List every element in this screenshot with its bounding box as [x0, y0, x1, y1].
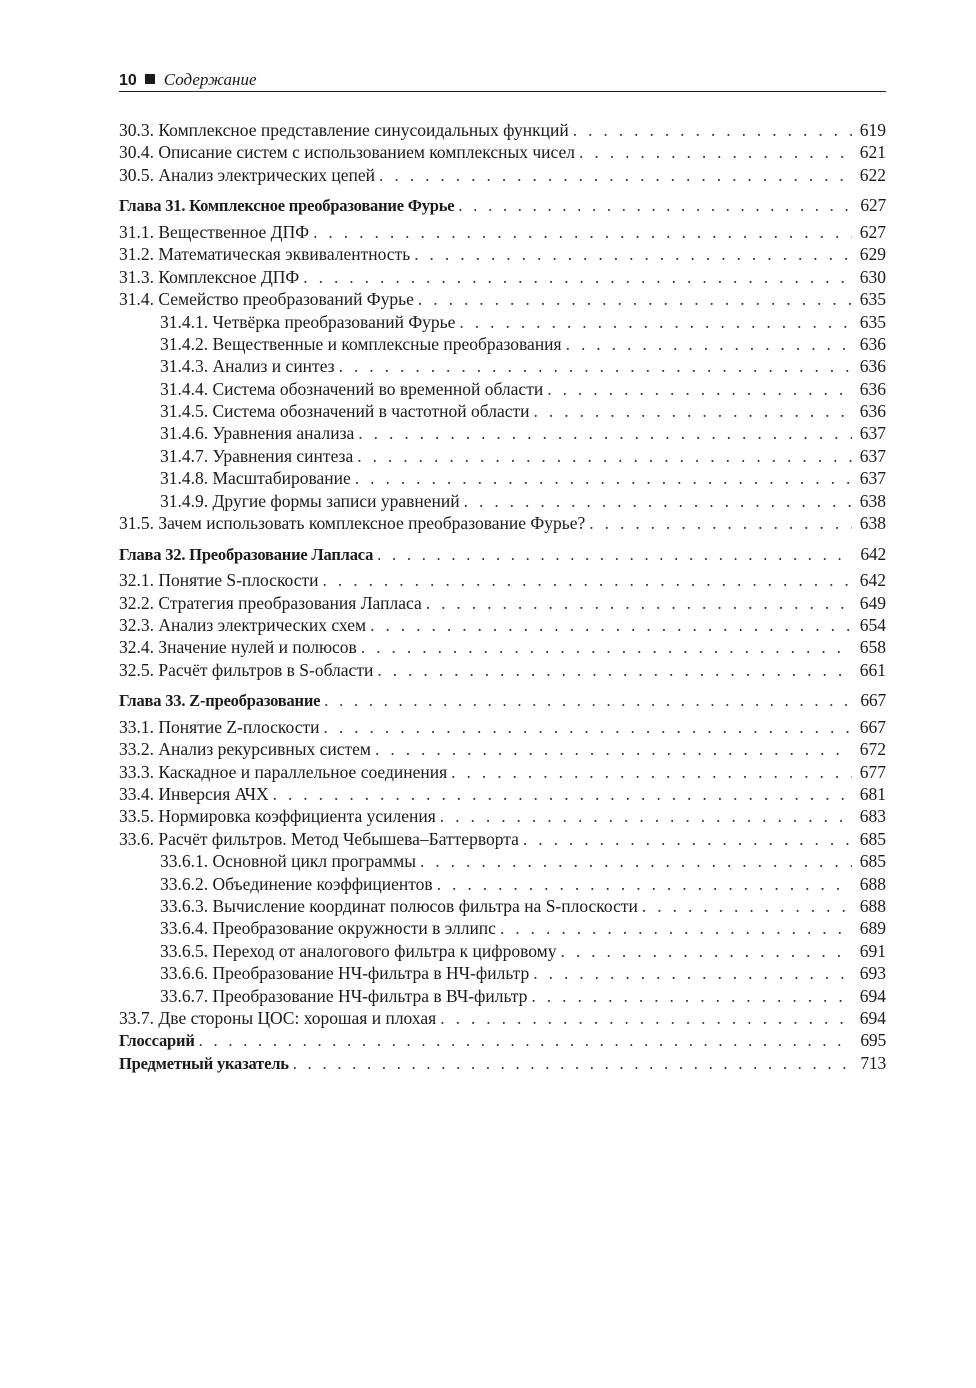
section-title: Содержание — [163, 70, 257, 89]
toc-title: 33.6.7. Преобразование НЧ-фильтра в ВЧ-фильтр — [160, 985, 528, 1006]
toc-page-number: 694 — [859, 985, 886, 1006]
toc-page-number: 636 — [859, 356, 886, 377]
toc-subentry — [119, 355, 886, 377]
toc-title: 31.4.8. Масштабирование — [160, 468, 351, 489]
leader-dots — [534, 400, 852, 422]
leader-dots — [458, 195, 852, 217]
toc-title: Предметный указатель — [119, 1053, 289, 1073]
toc-page-number: 667 — [859, 716, 886, 737]
toc-page-number: 630 — [859, 266, 886, 287]
leader-dots — [560, 940, 852, 962]
toc-title: 33.7. Две стороны ЦОС: хорошая и плохая — [119, 1007, 437, 1028]
toc-entry — [119, 141, 886, 163]
toc-subentry — [119, 467, 886, 489]
toc-page-number: 667 — [860, 690, 886, 711]
toc-chapter — [119, 689, 886, 711]
toc-title: 31.4.9. Другие формы записи уравнений — [160, 490, 460, 511]
toc-page-number: 685 — [859, 828, 886, 849]
leader-dots — [437, 873, 852, 895]
leader-dots — [420, 850, 852, 872]
toc-title: Глава 32. Преобразование Лапласа — [119, 544, 374, 564]
toc-page-number: 636 — [859, 333, 886, 354]
running-header — [119, 70, 886, 92]
leader-dots — [642, 895, 852, 917]
leader-dots — [531, 985, 852, 1007]
toc-title: 31.4.7. Уравнения синтеза — [160, 445, 354, 466]
toc-title: 33.6. Расчёт фильтров. Метод Чебышева–Баттерворта — [119, 828, 519, 849]
leader-dots — [414, 243, 852, 265]
toc-page-number: 622 — [859, 164, 886, 185]
leader-dots — [500, 917, 852, 939]
toc-title: 31.4.2. Вещественные и комплексные преобразования — [160, 333, 562, 354]
table-of-contents — [119, 119, 886, 1074]
leader-dots — [566, 333, 852, 355]
leader-dots — [377, 544, 852, 566]
toc-page-number: 627 — [859, 221, 886, 242]
toc-page-number: 694 — [859, 1007, 886, 1028]
toc-entry — [119, 659, 886, 681]
toc-title: 31.4.1. Четвёрка преобразований Фурье — [160, 311, 456, 332]
toc-title: Глоссарий — [119, 1031, 195, 1051]
toc-title: 30.4. Описание систем с использованием комплексных чисел — [119, 142, 576, 163]
toc-page-number: 693 — [859, 963, 886, 984]
toc-title: 33.6.4. Преобразование окружности в эллипс — [160, 918, 496, 939]
toc-page-number: 691 — [859, 940, 886, 961]
toc-title: 31.1. Вещественное ДПФ — [119, 221, 310, 242]
toc-subentry — [119, 895, 886, 917]
toc-title: 31.4.5. Система обозначений в частотной области — [160, 401, 530, 422]
toc-title: 33.5. Нормировка коэффициента усиления — [119, 806, 436, 827]
toc-entry — [119, 266, 886, 288]
toc-title: 31.4.4. Система обозначений во временной области — [160, 378, 544, 399]
toc-entry — [119, 164, 886, 186]
toc-entry — [119, 119, 886, 141]
toc-subentry — [119, 400, 886, 422]
toc-title: 33.2. Анализ рекурсивных систем — [119, 739, 371, 760]
toc-chapter — [119, 543, 886, 565]
toc-page-number: 638 — [859, 490, 886, 511]
toc-title: 33.1. Понятие Z-плоскости — [119, 716, 320, 737]
toc-closing-entry — [119, 1052, 886, 1074]
leader-dots — [418, 288, 852, 310]
toc-page-number: 629 — [859, 244, 886, 265]
leader-dots — [547, 378, 852, 400]
toc-subentry — [119, 378, 886, 400]
toc-title: Глава 33. Z-преобразование — [119, 691, 321, 711]
toc-title: 31.2. Математическая эквивалентность — [119, 244, 411, 265]
toc-entry — [119, 828, 886, 850]
toc-title: 32.4. Значение нулей и полюсов — [119, 637, 357, 658]
toc-title: 31.4.3. Анализ и синтез — [160, 356, 335, 377]
toc-subentry — [119, 311, 886, 333]
toc-page-number: 654 — [859, 614, 886, 635]
leader-dots — [199, 1030, 852, 1052]
toc-page-number: 672 — [859, 739, 886, 760]
toc-title: 33.6.3. Вычисление координат полюсов фильтра на S-плоскости — [160, 896, 638, 917]
leader-dots — [440, 805, 852, 827]
toc-title: 32.3. Анализ электрических схем — [119, 614, 367, 635]
toc-entry — [119, 512, 886, 534]
toc-title: 32.2. Стратегия преобразования Лапласа — [119, 592, 422, 613]
toc-subentry — [119, 962, 886, 984]
toc-page-number: 681 — [859, 784, 886, 805]
toc-entry — [119, 783, 886, 805]
square-bullet-icon — [145, 74, 155, 84]
toc-title: 33.6.6. Преобразование НЧ-фильтра в НЧ-фильтр — [160, 963, 530, 984]
page-number: 10 — [119, 72, 137, 89]
toc-subentry — [119, 985, 886, 1007]
toc-title: 33.4. Инверсия АЧХ — [119, 784, 269, 805]
toc-title: 32.1. Понятие S-плоскости — [119, 570, 319, 591]
toc-page-number: 635 — [859, 289, 886, 310]
leader-dots — [273, 783, 852, 805]
toc-page-number: 688 — [859, 896, 886, 917]
toc-page-number: 713 — [860, 1052, 886, 1073]
toc-entry — [119, 221, 886, 243]
toc-subentry — [119, 490, 886, 512]
toc-entry — [119, 592, 886, 614]
toc-title: 33.6.2. Объединение коэффициентов — [160, 873, 433, 894]
leader-dots — [370, 614, 852, 636]
toc-page-number: 683 — [859, 806, 886, 827]
toc-page-number: 636 — [859, 401, 886, 422]
toc-subentry — [119, 333, 886, 355]
toc-entry — [119, 569, 886, 591]
leader-dots — [459, 311, 852, 333]
toc-subentry — [119, 873, 886, 895]
toc-page-number: 649 — [859, 592, 886, 613]
toc-entry — [119, 1007, 886, 1029]
toc-page-number: 677 — [859, 761, 886, 782]
leader-dots — [323, 569, 852, 591]
toc-page-number: 635 — [859, 311, 886, 332]
leader-dots — [357, 445, 852, 467]
leader-dots — [589, 512, 852, 534]
toc-closing-entry — [119, 1029, 886, 1051]
toc-page-number: 642 — [859, 570, 886, 591]
toc-page-number: 637 — [859, 423, 886, 444]
toc-subentry — [119, 850, 886, 872]
toc-page-number: 637 — [859, 445, 886, 466]
toc-page-number: 636 — [859, 378, 886, 399]
leader-dots — [451, 761, 852, 783]
leader-dots — [464, 490, 852, 512]
toc-title: 30.3. Комплексное представление синусоидальных функций — [119, 120, 569, 140]
leader-dots — [377, 659, 852, 681]
leader-dots — [426, 592, 852, 614]
toc-page-number: 658 — [859, 637, 886, 658]
toc-subentry — [119, 940, 886, 962]
toc-entry — [119, 288, 886, 310]
toc-title: 33.6.5. Переход от аналогового фильтра к цифровому — [160, 940, 557, 961]
toc-title: 33.3. Каскадное и параллельное соединения — [119, 761, 448, 782]
toc-title: 31.4. Семейство преобразований Фурье — [119, 289, 414, 310]
toc-page-number: 638 — [859, 513, 886, 534]
toc-entry — [119, 805, 886, 827]
toc-page-number: 621 — [859, 142, 886, 163]
toc-entry — [119, 761, 886, 783]
leader-dots — [323, 716, 852, 738]
toc-page-number: 627 — [860, 195, 886, 216]
toc-title: 32.5. Расчёт фильтров в S-области — [119, 659, 374, 680]
leader-dots — [379, 164, 852, 186]
toc-page-number: 642 — [860, 543, 886, 564]
toc-title: 30.5. Анализ электрических цепей — [119, 164, 376, 185]
leader-dots — [358, 422, 852, 444]
toc-subentry — [119, 422, 886, 444]
toc-page-number: 619 — [859, 120, 886, 140]
toc-page-number: 661 — [859, 659, 886, 680]
toc-title: 31.5. Зачем использовать комплексное преобразование Фурье? — [119, 513, 586, 534]
leader-dots — [579, 141, 852, 163]
leader-dots — [440, 1007, 852, 1029]
toc-entry — [119, 636, 886, 658]
toc-title: 33.6.1. Основной цикл программы — [160, 851, 416, 872]
leader-dots — [303, 266, 852, 288]
toc-page-number: 688 — [859, 873, 886, 894]
toc-chapter — [119, 194, 886, 216]
toc-subentry — [119, 445, 886, 467]
toc-title: 31.3. Комплексное ДПФ — [119, 266, 300, 287]
toc-entry — [119, 614, 886, 636]
toc-page-number: 685 — [859, 851, 886, 872]
leader-dots — [324, 690, 852, 712]
leader-dots — [293, 1053, 852, 1075]
toc-title: 31.4.6. Уравнения анализа — [160, 423, 355, 444]
toc-page-number: 695 — [860, 1030, 886, 1051]
leader-dots — [339, 355, 852, 377]
leader-dots — [361, 636, 852, 658]
toc-page-number: 689 — [859, 918, 886, 939]
leader-dots — [573, 119, 852, 141]
toc-subentry — [119, 917, 886, 939]
toc-entry — [119, 243, 886, 265]
toc-entry — [119, 738, 886, 760]
toc-entry — [119, 716, 886, 738]
leader-dots — [313, 221, 852, 243]
leader-dots — [355, 467, 852, 489]
leader-dots — [523, 828, 852, 850]
leader-dots — [533, 962, 852, 984]
toc-title: Глава 31. Комплексное преобразование Фурье — [119, 196, 455, 216]
toc-page-number: 637 — [859, 468, 886, 489]
leader-dots — [375, 738, 852, 760]
